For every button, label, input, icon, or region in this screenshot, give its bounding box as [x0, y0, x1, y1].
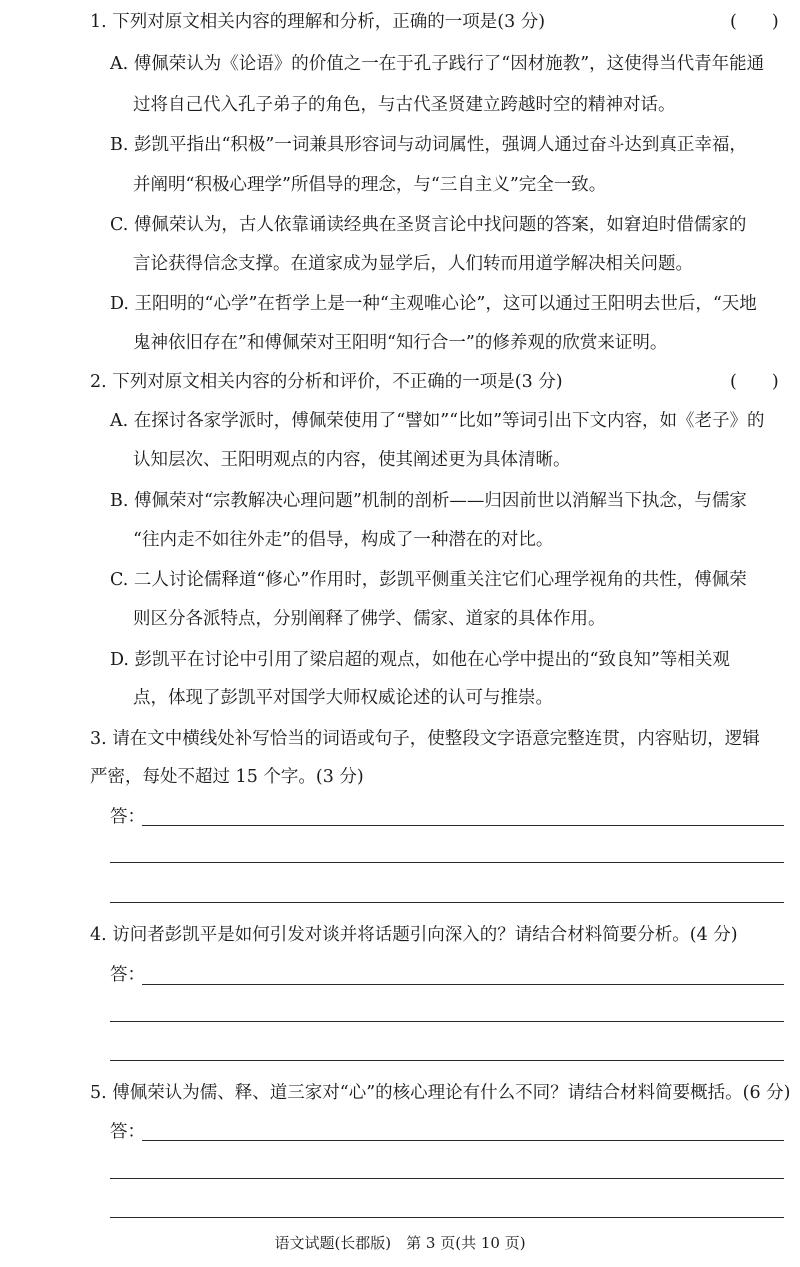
question-1-option-b: B. 彭凯平指出“积极”一词兼具形容词与动词属性，强调人通过奋斗达到真正幸福，	[110, 135, 747, 155]
question-1-option-a-cont: 过将自己代入孔子弟子的角色，与古代圣贤建立跨越时空的精神对话。	[133, 95, 676, 115]
question-3-answer-line-2[interactable]	[110, 862, 784, 863]
question-5-answer-line-1[interactable]	[142, 1140, 784, 1141]
question-2-option-b: B. 傅佩荣对“宗教解决心理问题”机制的剖析——归因前世以消解当下执念，与儒家	[110, 491, 747, 511]
question-3-stem: 3. 请在文中横线处补写恰当的词语或句子，使整段文字语意完整连贯，内容贴切，逻辑	[90, 729, 760, 749]
question-5-answer-line-2[interactable]	[110, 1178, 784, 1179]
question-1-option-c: C. 傅佩荣认为，古人依靠诵读经典在圣贤言论中找问题的答案，如窘迫时借儒家的	[110, 215, 747, 235]
question-3-stem-cont: 严密，每处不超过 15 个字。(3 分)	[90, 767, 364, 787]
question-1-option-c-cont: 言论获得信念支撑。在道家成为显学后，人们转而用道学解决相关问题。	[133, 254, 693, 274]
question-1-option-a: A. 傅佩荣认为《论语》的价值之一在于孔子践行了“因材施教”，这使得当代青年能通	[110, 54, 765, 74]
question-1-option-b-cont: 并阐明“积极心理学”所倡导的理念，与“三自主义”完全一致。	[133, 175, 607, 195]
question-1-stem: 1. 下列对原文相关内容的理解和分析，正确的一项是(3 分)	[90, 12, 546, 32]
question-4-answer-label: 答：	[110, 965, 145, 985]
question-2-option-d-cont: 点，体现了彭凯平对国学大师权威论述的认可与推崇。	[133, 688, 553, 708]
question-2-option-c-cont: 则区分各派特点，分别阐释了佛学、儒家、道家的具体作用。	[133, 609, 606, 629]
question-1-option-d-cont: 鬼神依旧存在”和傅佩荣对王阳明“知行合一”的修养观的欣赏来证明。	[133, 333, 668, 353]
question-5-stem: 5. 傅佩荣认为儒、释、道三家对“心”的核心理论有什么不同？请结合材料简要概括。(6 分)	[90, 1083, 791, 1103]
question-3-answer-line-1[interactable]	[142, 825, 784, 826]
question-4-answer-line-1[interactable]	[142, 984, 784, 985]
page-footer: 语文试题(长郡版) 第 3 页(共 10 页)	[274, 1234, 526, 1252]
question-2-option-a-cont: 认知层次、王阳明观点的内容，使其阐述更为具体清晰。	[133, 450, 571, 470]
question-2-option-d: D. 彭凯平在讨论中引用了梁启超的观点，如他在心学中提出的“致良知”等相关观	[110, 650, 730, 670]
question-2-stem: 2. 下列对原文相关内容的分析和评价，不正确的一项是(3 分)	[90, 372, 563, 392]
question-2-answer-bracket: ( )	[730, 372, 779, 392]
question-2-option-a: A. 在探讨各家学派时，傅佩荣使用了“譬如”“比如”等词引出下文内容，如《老子》的	[110, 411, 765, 431]
question-2-option-b-cont: “往内走不如往外走”的倡导，构成了一种潜在的对比。	[133, 530, 554, 550]
question-1-option-d: D. 王阳明的“心学”在哲学上是一种“主观唯心论”，这可以通过王阳明去世后，“天地	[110, 294, 757, 314]
question-4-answer-line-2[interactable]	[110, 1021, 784, 1022]
question-4-stem: 4. 访问者彭凯平是如何引发对谈并将话题引向深入的？请结合材料简要分析。(4 分)	[90, 925, 738, 945]
question-1-answer-bracket: ( )	[730, 12, 779, 32]
question-4-answer-line-3[interactable]	[110, 1060, 784, 1061]
question-2-option-c: C. 二人讨论儒释道“修心”作用时，彭凯平侧重关注它们心理学视角的共性，傅佩荣	[110, 570, 747, 590]
question-3-answer-label: 答：	[110, 807, 145, 827]
question-5-answer-label: 答：	[110, 1122, 145, 1142]
question-5-answer-line-3[interactable]	[110, 1217, 784, 1218]
question-3-answer-line-3[interactable]	[110, 902, 784, 903]
